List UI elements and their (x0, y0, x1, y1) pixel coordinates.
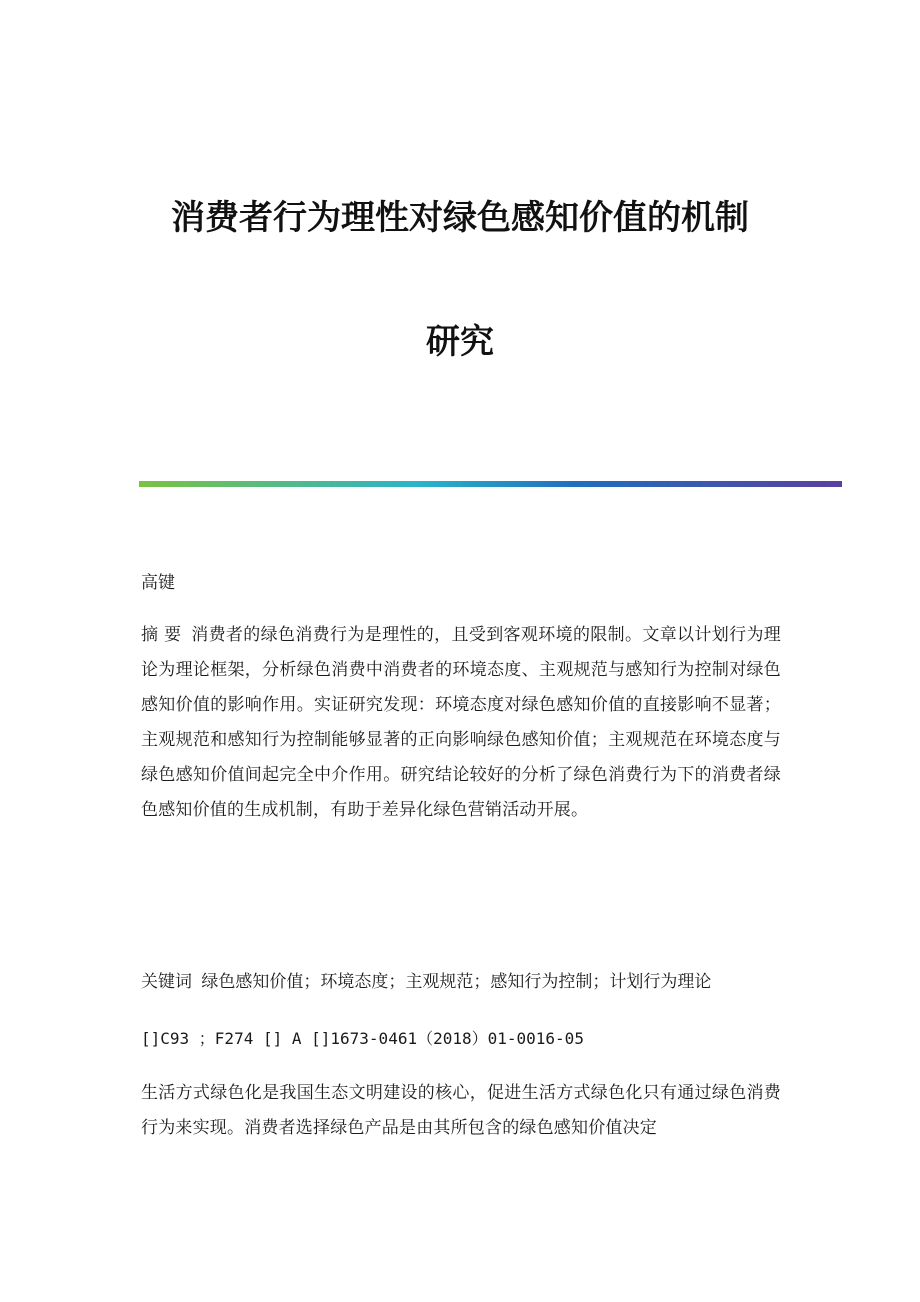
document-title-line-1: 消费者行为理性对绿色感知价值的机制 (171, 198, 749, 238)
document-title-line-2: 研究 (426, 322, 494, 362)
body-paragraph: 生活方式绿色化是我国生态文明建设的核心，促进生活方式绿色化只有通过绿色消费行为来实现。消费者选择绿色产品是由其所包含的绿色感知价值决定 (141, 1083, 781, 1138)
abstract-text: 消费者的绿色消费行为是理性的，且受到客观环境的限制。文章以计划行为理论为理论框架，分析绿色消费中消费者的环境态度、主观规范与感知行为控制对绿色感知价值的影响作用。实证研究发现：环境态度对绿色感知价值的直接影响不显著；主观规范和感知行为控制能够显著的正向影响绿色感知价值；主观规范在环境态度与绿色感知价值间起完全中介作用。研究结论较好的分析了绿色消费行为下的消费者绿色感知价值的生成机制，有助于差异化绿色营销活动开展。 (141, 625, 781, 820)
keywords-text: 绿色感知价值；环境态度；主观规范；感知行为控制；计划行为理论 (201, 972, 712, 992)
keywords-line (141, 965, 781, 1000)
title-divider (139, 481, 842, 487)
abstract-label: 摘 要 (141, 625, 182, 645)
classification-line: []C93 ；F274 [] A []1673-0461（2018）01-0016-05 (141, 1029, 584, 1048)
keywords-label: 关键词 (141, 972, 192, 992)
abstract-paragraph (141, 618, 781, 828)
author-name: 高键 (141, 573, 175, 593)
